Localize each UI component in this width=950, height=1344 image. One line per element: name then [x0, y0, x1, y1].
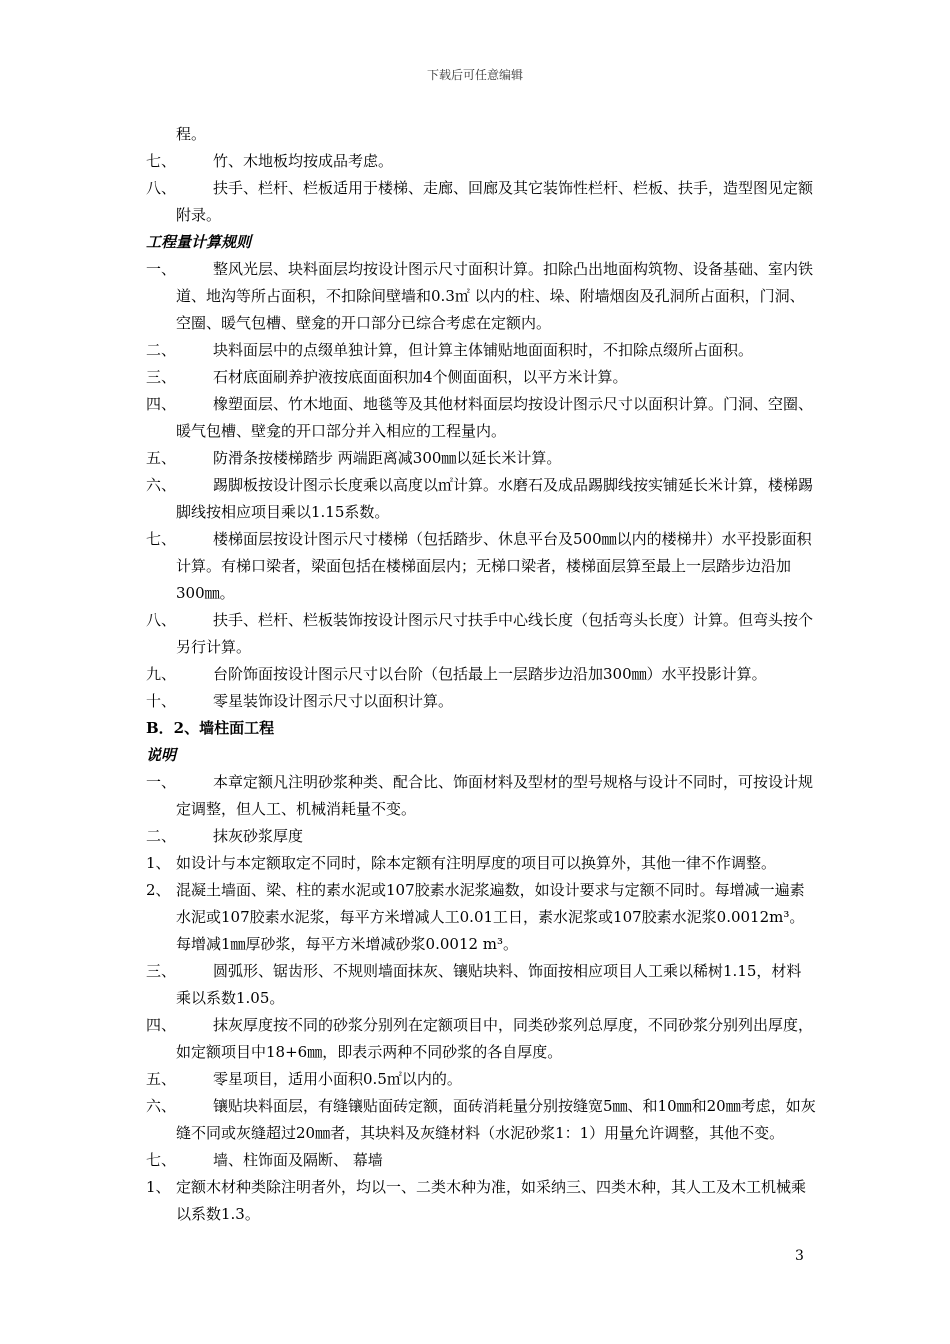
item-marker: 四、 [146, 395, 177, 413]
item-text: 零星装饰设计图示尺寸以面积计算。 [213, 692, 454, 710]
item-marker: 五、 [146, 1070, 177, 1088]
page-number: 3 [795, 1248, 804, 1264]
page-header: 下载后可任意编辑 [426, 68, 523, 82]
item-text: 抹灰砂浆厚度 [213, 827, 304, 845]
item-text: 竹、木地板均按成品考虑。 [213, 152, 394, 170]
part1-list [146, 148, 816, 229]
notes-heading: 说明 [146, 746, 177, 764]
item-marker: 七、 [146, 152, 177, 170]
item-text: 本章定额凡注明砂浆种类、配合比、饰面材料及型材的型号规格与设计不同时，可按设计规定调整，但人工、机械消耗量不变。 [176, 773, 814, 818]
item-marker: 三、 [146, 368, 177, 386]
item-text: 楼梯面层按设计图示尺寸楼梯（包括踏步、休息平台及500㎜以内的楼梯井）水平投影面积计算。有梯口梁者，梁面包括在楼梯面层内；无梯口梁者，楼梯面层算至最上一层踏步边沿加300㎜。 [176, 530, 812, 602]
rules-list [146, 256, 816, 715]
item-marker: 一、 [146, 773, 177, 791]
list-item [146, 823, 816, 850]
document-body [146, 121, 816, 1228]
item-text: 墙、柱饰面及隔断、 幕墙 [213, 1151, 383, 1169]
list-item [146, 1174, 816, 1228]
item-marker: 八、 [146, 611, 177, 629]
item-text: 台阶饰面按设计图示尺寸以台阶（包括最上一层踏步边沿加300㎜）水平投影计算。 [213, 665, 767, 683]
item-marker: 一、 [146, 260, 177, 278]
item-text: 防滑条按楼梯踏步 两端距离减300㎜以延长米计算。 [213, 449, 562, 467]
item-text: 踢脚板按设计图示长度乘以高度以㎡计算。水磨石及成品踢脚线按实铺延长米计算，楼梯踢脚线按相应项目乘以1.15系数。 [176, 476, 814, 521]
item-text: 定额木材种类除注明者外，均以一、二类木种为准，如采纳三、四类木种，其人工及木工机械乘以系数1.3。 [176, 1178, 807, 1223]
item-text: 块料面层中的点缀单独计算，但计算主体铺贴地面面积时，不扣除点缀所占面积。 [213, 341, 754, 359]
item-marker: 七、 [146, 530, 177, 548]
list-item [146, 364, 816, 391]
list-item [146, 148, 816, 175]
item-marker: 2、 [146, 881, 171, 899]
item-text: 整风光层、块料面层均按设计图示尺寸面积计算。扣除凸出地面构筑物、设备基础、室内铁道、地沟等所占面积，不扣除间壁墙和0.3㎡ 以内的柱、垛、附墙烟囱及孔洞所占面积，门洞、空圈、暖气包槽、壁龛的开口部分已综合考虑在定额内。 [176, 260, 814, 332]
item-text: 圆弧形、锯齿形、不规则墙面抹灰、镶贴块料、饰面按相应项目人工乘以稀树1.15，材料乘以系数1.05。 [176, 962, 802, 1007]
item-marker: 四、 [146, 1016, 177, 1034]
list-item [146, 850, 816, 877]
list-item [146, 1012, 816, 1066]
list-item [146, 526, 816, 607]
list-item [146, 769, 816, 823]
item-marker: 五、 [146, 449, 177, 467]
item-marker: 二、 [146, 341, 177, 359]
item-marker: 八、 [146, 179, 177, 197]
item-marker: 六、 [146, 476, 177, 494]
list-item [146, 175, 816, 229]
list-item [146, 607, 816, 661]
list-item [146, 958, 816, 1012]
item-marker: 九、 [146, 665, 177, 683]
continuation-text: 程。 [176, 125, 207, 143]
item-marker: 三、 [146, 962, 177, 980]
notes-list [146, 769, 816, 1228]
list-item [146, 1147, 816, 1174]
list-item [146, 472, 816, 526]
item-marker: 1、 [146, 854, 171, 872]
item-text: 扶手、栏杆、栏板适用于楼梯、走廊、回廊及其它装饰性栏杆、栏板、扶手，造型图见定额附录。 [176, 179, 814, 224]
item-text: 如设计与本定额取定不同时，除本定额有注明厚度的项目可以换算外，其他一律不作调整。 [176, 854, 777, 872]
list-item [146, 688, 816, 715]
list-item [146, 661, 816, 688]
list-item [146, 391, 816, 445]
item-text: 镶贴块料面层，有缝镶贴面砖定额，面砖消耗量分别按缝宽5㎜、和10㎜和20㎜考虑，如灰缝不同或灰缝超过20㎜者，其块料及灰缝材料（水泥砂浆1：1）用量允许调整，其他不变。 [176, 1097, 816, 1142]
item-marker: 十、 [146, 692, 177, 710]
list-item [146, 1066, 816, 1093]
rules-heading: 工程量计算规则 [146, 233, 252, 251]
item-text: 石材底面刷养护液按底面面积加4个侧面面积，以平方米计算。 [213, 368, 628, 386]
section-b2-title: B．2、墙柱面工程 [146, 719, 275, 737]
item-text: 抹灰厚度按不同的砂浆分别列在定额项目中，同类砂浆列总厚度，不同砂浆分别列出厚度，如定额项目中18+6㎜，即表示两种不同砂浆的各自厚度。 [176, 1016, 814, 1061]
item-text: 扶手、栏杆、栏板装饰按设计图示尺寸扶手中心线长度（包括弯头长度）计算。但弯头按个另行计算。 [176, 611, 814, 656]
item-marker: 七、 [146, 1151, 177, 1169]
item-marker: 六、 [146, 1097, 177, 1115]
list-item [146, 877, 816, 958]
item-text: 混凝土墙面、梁、柱的素水泥或107胶素水泥浆遍数，如设计要求与定额不同时。每增减一遍素水泥或107胶素水泥浆，每平方米增减人工0.01工日，素水泥浆或107胶素水泥浆0.0012m³。每增减1㎜厚砂浆，每平方米增减砂浆0.0012 m³。 [176, 881, 805, 953]
item-marker: 二、 [146, 827, 177, 845]
item-marker: 1、 [146, 1178, 171, 1196]
item-text: 橡塑面层、竹木地面、地毯等及其他材料面层均按设计图示尺寸以面积计算。门洞、空圈、暖气包槽、壁龛的开口部分并入相应的工程量内。 [176, 395, 814, 440]
list-item [146, 445, 816, 472]
list-item [146, 256, 816, 337]
item-text: 零星项目，适用小面积0.5㎡以内的。 [213, 1070, 462, 1088]
list-item [146, 1093, 816, 1147]
list-item [146, 337, 816, 364]
